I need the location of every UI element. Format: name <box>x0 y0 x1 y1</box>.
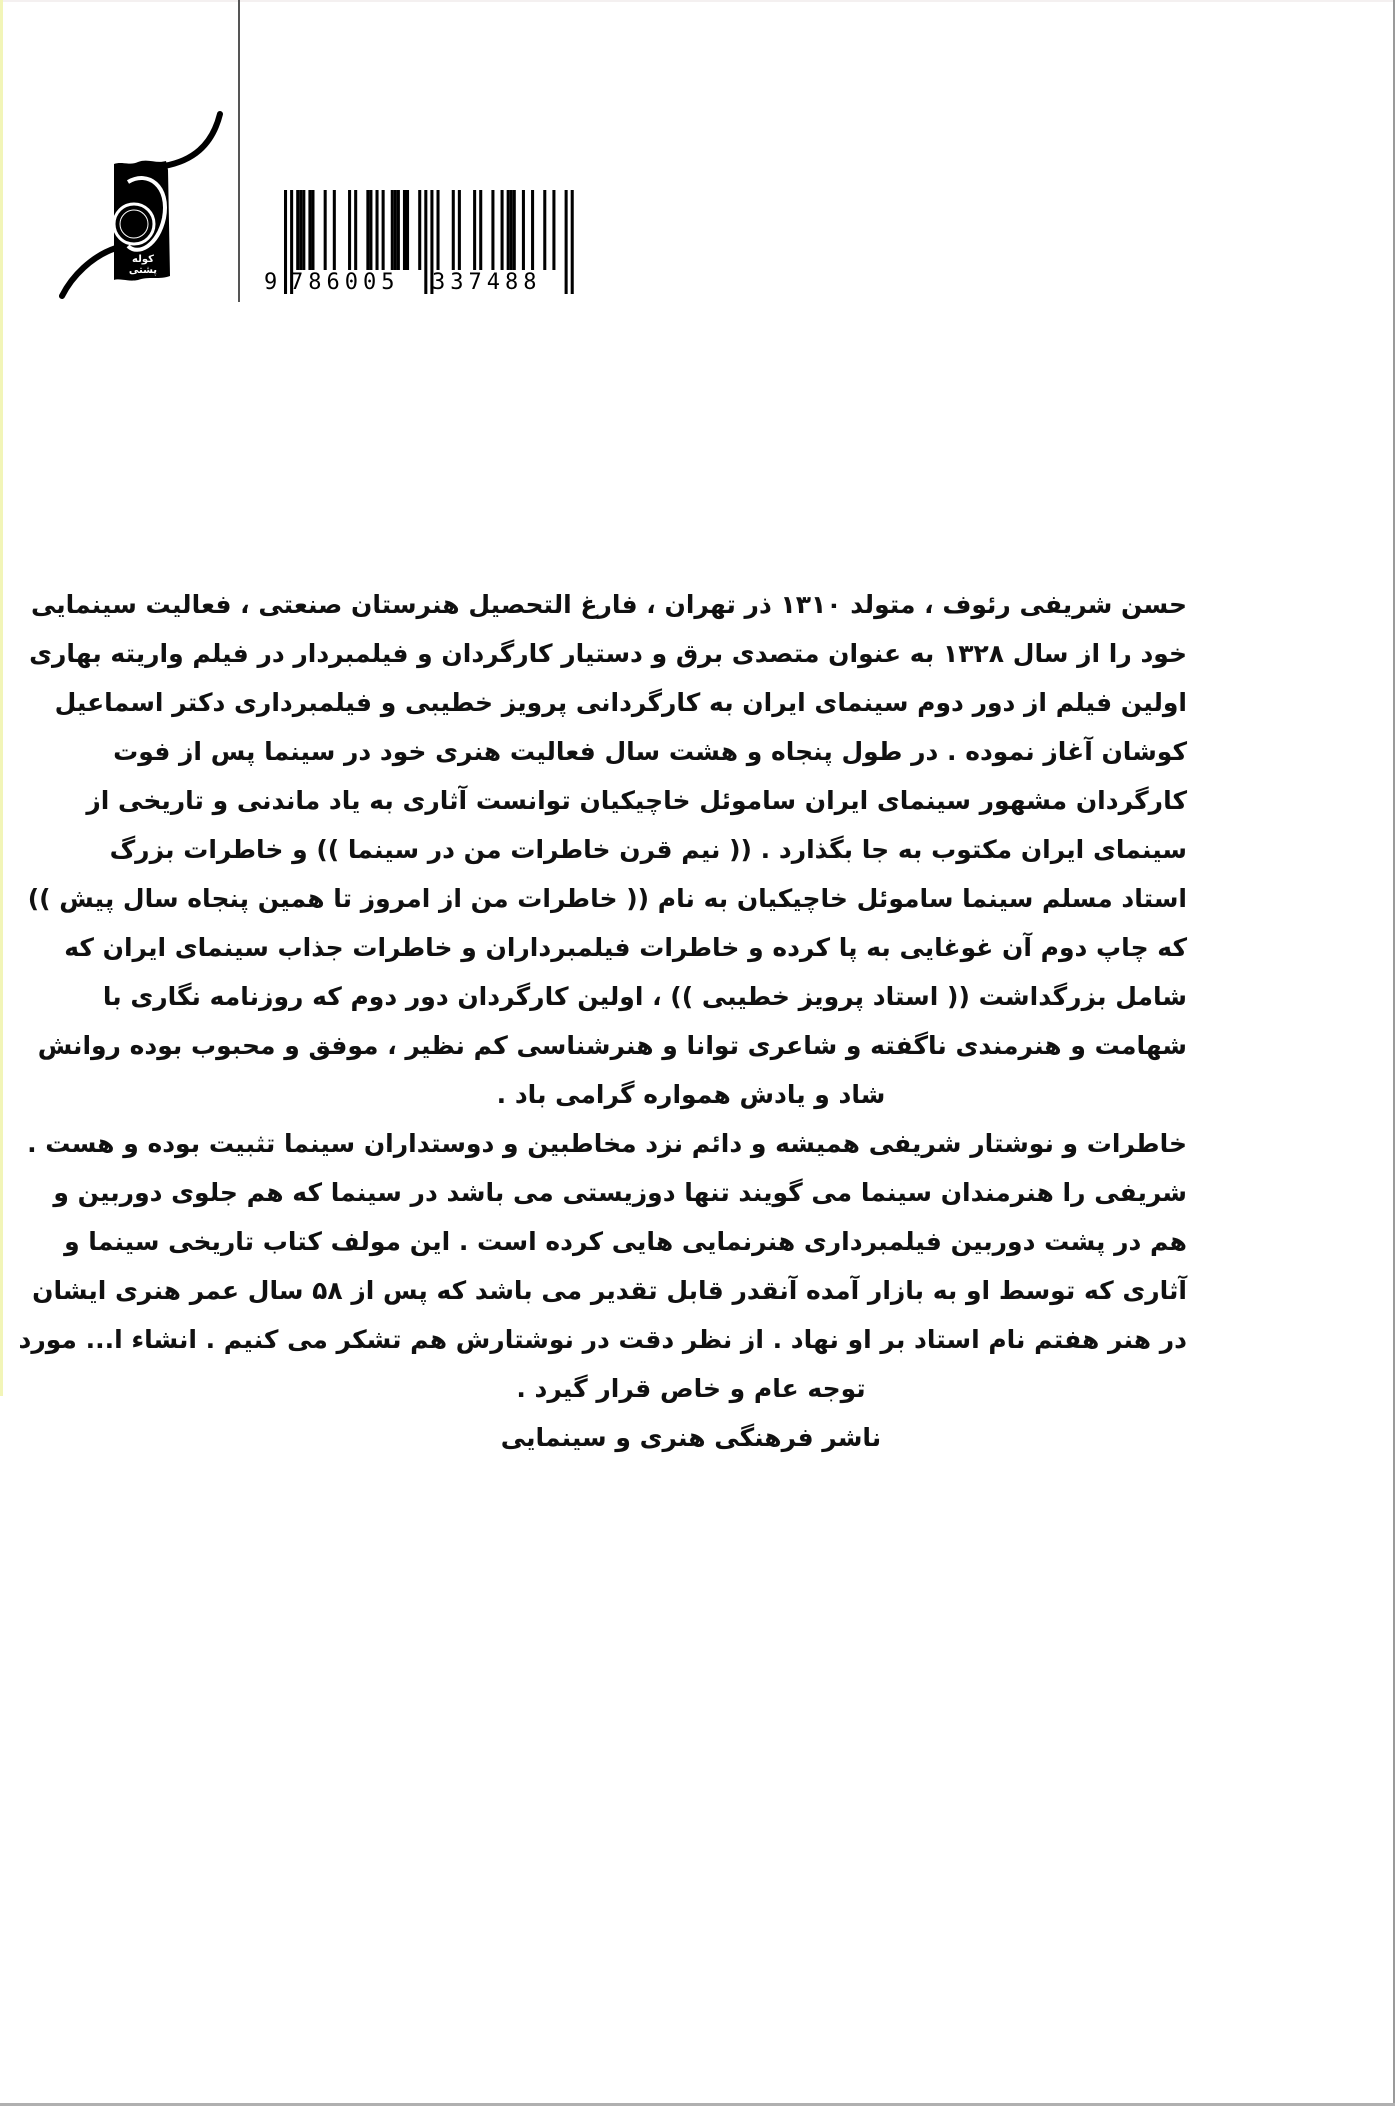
barcode-bar <box>311 190 314 270</box>
text-line: استاد مسلم سینما ساموئل خاچیکیان به نام (( خاطرات من از امروز تا همین پنجاه سال پیش )) <box>27 884 1187 913</box>
barcode-bar <box>543 190 546 270</box>
barcode-bar <box>333 190 336 270</box>
vertical-divider <box>238 0 240 302</box>
text-line: اولین فیلم از دور دوم سینمای ایران به کارگردانی پرویز خطیبی و فیلمبرداری دکتر اسماعیل <box>54 688 1187 717</box>
barcode-bar <box>522 190 525 270</box>
barcode-bar <box>552 190 555 270</box>
top-edge <box>0 0 1395 2</box>
text-line: شهامت و هنرمندی ناگفته و شاعری توانا و هنرشناسی کم نظیر ، موفق و محبوب بوده روانش <box>37 1031 1187 1060</box>
text-line: شامل بزرگداشت (( استاد پرویز خطیبی )) ، اولین کارگردان دور دوم که روزنامه نگاری با <box>102 982 1187 1011</box>
barcode-bar <box>382 190 385 270</box>
publisher-logo-text: کوله پشتی <box>128 254 158 276</box>
barcode-bar <box>473 190 476 270</box>
text-line: کوشان آغاز نموده . در طول پنجاه و هشت سال فعالیت هنری خود در سینما پس از فوت <box>113 737 1187 766</box>
barcode-bar <box>354 190 357 270</box>
barcode-bar <box>437 190 440 270</box>
text-line: شاد و یادش همواره گرامی باد . <box>496 1080 886 1109</box>
text-line: خاطرات و نوشتار شریفی همیشه و دائم نزد مخاطبین و دوستداران سینما تثبیت بوده و هست . <box>27 1129 1187 1158</box>
barcode-bar <box>394 190 397 270</box>
barcode-bar <box>302 190 305 270</box>
text-line: که چاپ دوم آن غوغایی به پا کرده و خاطرات فیلمبرداران و خاطرات جذاب سینمای ایران که <box>64 933 1187 962</box>
isbn-barcode <box>262 186 586 298</box>
text-line: حسن شریفی رئوف ، متولد ۱۳۱۰ ذر تهران ، فارغ التحصیل هنرستان صنعتی ، فعالیت سینمایی <box>30 590 1187 619</box>
barcode-bar <box>376 190 379 270</box>
barcode-bar <box>458 190 461 270</box>
barcode-bar <box>501 190 504 270</box>
text-line: ناشر فرهنگی هنری و سینمایی <box>500 1423 882 1452</box>
barcode-digits <box>262 270 586 296</box>
barcode-bar <box>299 190 302 270</box>
barcode-group-1: 786005 <box>290 270 400 295</box>
text-line: آثاری که توسط او به بازار آمده آنقدر قابل تقدیر می باشد که پس از ۵۸ سال عمر هنری ایشان <box>32 1276 1187 1305</box>
barcode-bar <box>308 190 311 270</box>
back-cover-text <box>18 580 1187 1462</box>
barcode-bar <box>531 190 534 270</box>
text-line: شریفی را هنرمندان سینما می گویند تنها دوزیستی می باشد در سینما که هم جلوی دوربین و <box>53 1178 1187 1207</box>
barcode-bar <box>366 190 369 270</box>
barcode-bar <box>418 190 421 270</box>
text-line: کارگردان مشهور سینمای ایران ساموئل خاچیکیان توانست آثاری به یاد ماندنی و تاریخی از <box>86 786 1187 815</box>
barcode-group-2: 337488 <box>432 270 542 295</box>
barcode-bar <box>513 190 516 270</box>
text-line: سینمای ایران مکتوب به جا بگذارد . (( نیم قرن خاطرات من در سینما )) و خاطرات بزرگ <box>109 835 1187 864</box>
barcode-bar <box>296 190 299 270</box>
barcode-bar <box>348 190 351 270</box>
text-line: خود را از سال ۱۳۲۸ به عنوان متصدی برق و دستیار کارگردان و فیلمبردار در فیلم واریته بهاری <box>29 639 1187 668</box>
barcode-first-digit: 9 <box>264 270 283 295</box>
text-line: هم در پشت دوربین فیلمبرداری هنرنمایی هایی کرده است . این مولف کتاب تاریخی سینما و <box>64 1227 1187 1256</box>
barcode-bar <box>510 190 513 270</box>
barcode-bar <box>324 190 327 270</box>
barcode-bar <box>479 190 482 270</box>
barcode-bar <box>403 190 406 270</box>
barcode-bar <box>507 190 510 270</box>
barcode-bar <box>452 190 455 270</box>
text-line: توجه عام و خاص قرار گیرد . <box>516 1374 866 1403</box>
barcode-bar <box>369 190 372 270</box>
barcode-bar <box>406 190 409 270</box>
barcode-bar <box>397 190 400 270</box>
text-line: در هنر هفتم نام استاد بر او نهاد . از نظر دقت در نوشتارش هم تشکر می کنیم . انشاء ا... مورد <box>18 1325 1187 1354</box>
publisher-logo <box>52 106 232 302</box>
barcode-bar <box>391 190 394 270</box>
barcode-bar <box>491 190 494 270</box>
left-edge-border <box>0 0 3 1396</box>
